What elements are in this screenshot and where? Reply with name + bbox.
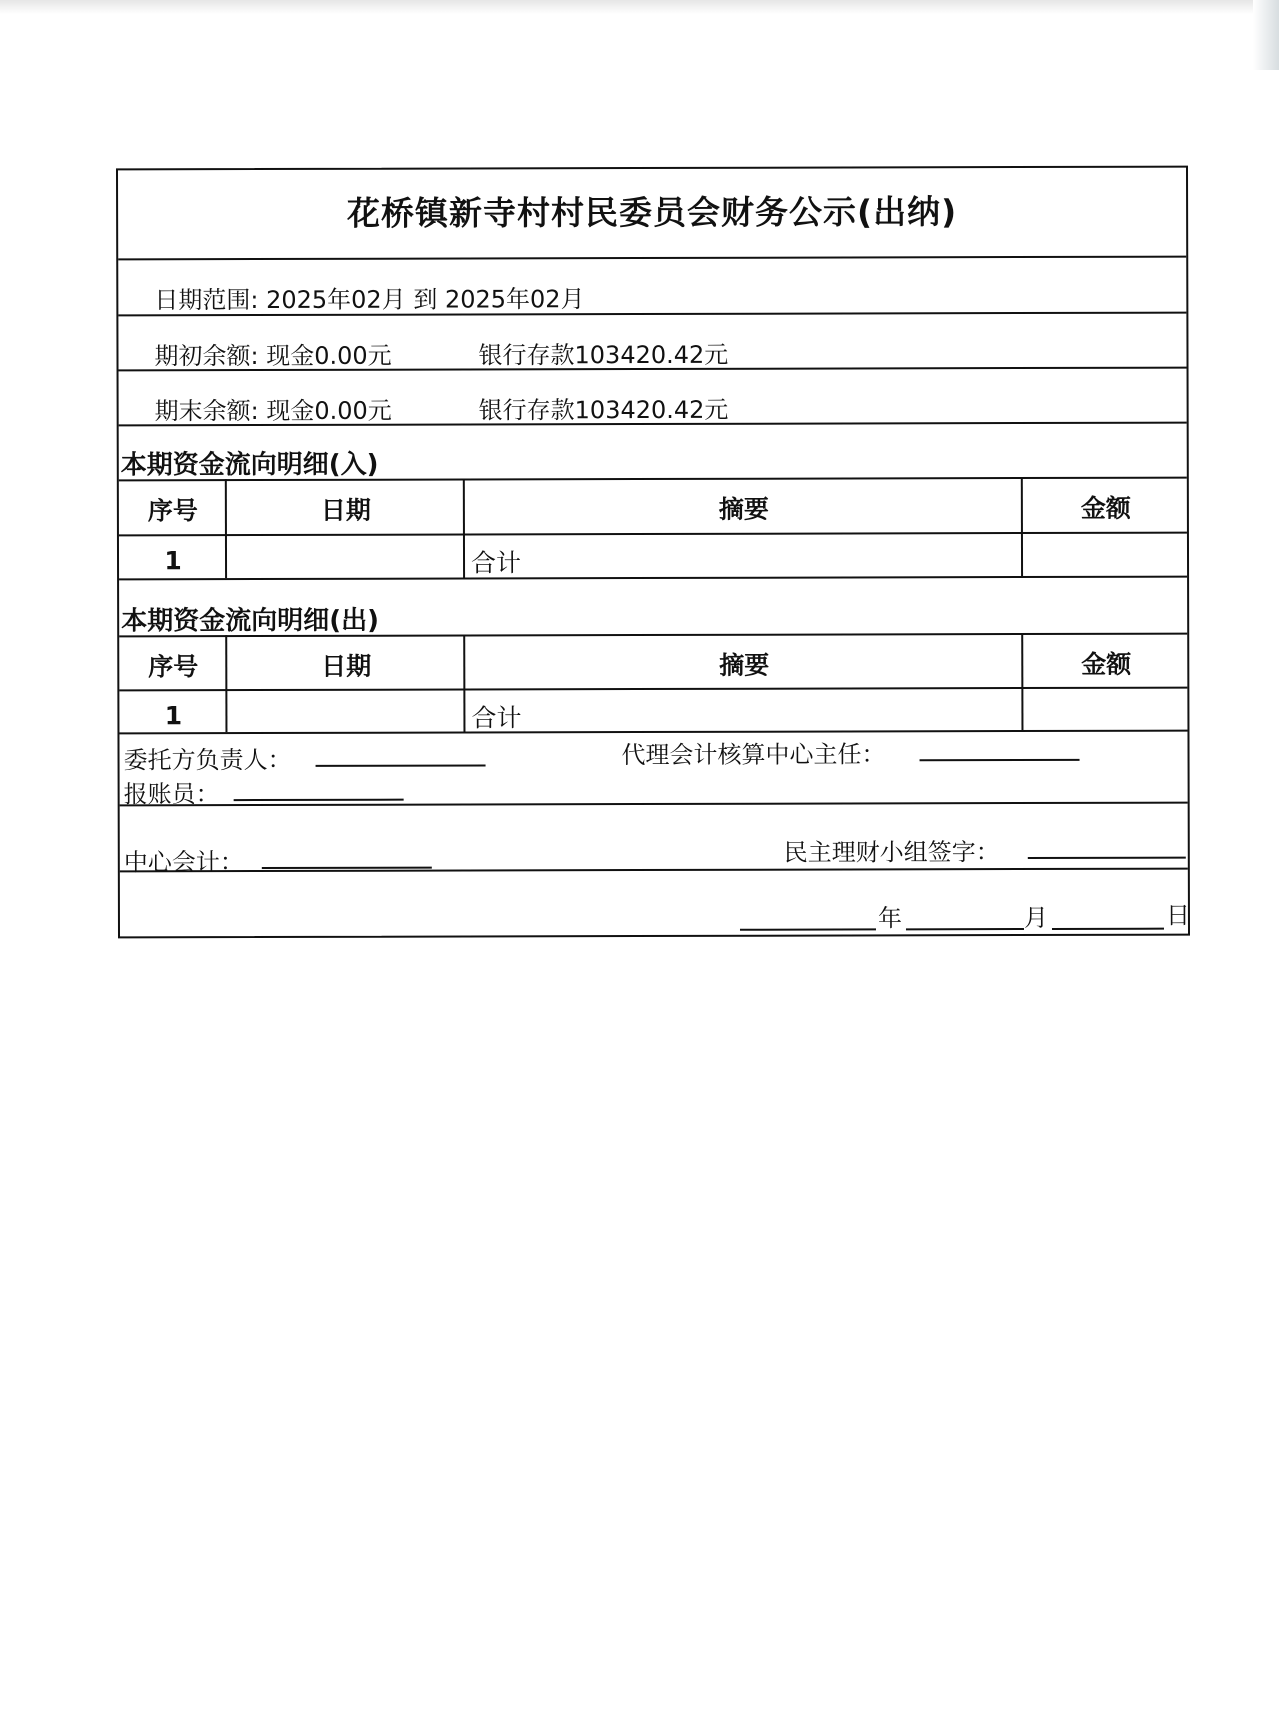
year-line[interactable] xyxy=(740,928,876,930)
day-line[interactable] xyxy=(1052,928,1164,930)
inflow-heading: 本期资金流向明细(入) xyxy=(120,449,379,481)
divider xyxy=(119,730,1187,735)
finance-disclosure-form xyxy=(116,166,1190,939)
outflow-header-summary: 摘要 xyxy=(719,650,770,680)
bookkeeper-signature-line[interactable] xyxy=(234,799,404,801)
finance-group-label: 民主理财小组签字： xyxy=(783,838,1000,867)
outflow-header-no: 序号 xyxy=(148,652,199,682)
date-range: 日期范围: 2025年02月 到 2025年02月 xyxy=(154,285,585,315)
month-line[interactable] xyxy=(906,928,1024,930)
agency-director-label: 代理会计核算中心主任： xyxy=(621,740,886,770)
closing-bank: 银行存款103420.42元 xyxy=(478,395,729,425)
center-accountant-label: 中心会计： xyxy=(123,848,244,877)
client-head-signature-line[interactable] xyxy=(316,764,486,766)
col-divider xyxy=(1021,477,1023,576)
bookkeeper-label: 报账员： xyxy=(123,780,220,809)
page-corner-shadow xyxy=(1253,0,1279,70)
col-divider xyxy=(225,635,227,732)
inflow-header-date: 日期 xyxy=(320,495,371,525)
day-label: 日 xyxy=(1165,901,1190,930)
client-head-label: 委托方负责人： xyxy=(123,745,292,775)
divider xyxy=(120,802,1188,807)
opening-cash: 期初余额: 现金0.00元 xyxy=(154,341,392,371)
opening-bank: 银行存款103420.42元 xyxy=(478,340,729,370)
page-top-shadow xyxy=(0,0,1279,14)
col-divider xyxy=(225,479,227,578)
finance-group-signature-line[interactable] xyxy=(1028,857,1186,859)
closing-cash: 期末余额: 现金0.00元 xyxy=(154,396,392,426)
divider xyxy=(119,576,1187,581)
form-title: 花桥镇新寺村村民委员会财务公示(出纳) xyxy=(346,192,958,233)
year-label: 年 xyxy=(877,904,902,933)
outflow-header-date: 日期 xyxy=(321,651,372,681)
divider xyxy=(119,532,1187,537)
inflow-header-summary: 摘要 xyxy=(718,494,769,524)
outflow-header-amount: 金额 xyxy=(1081,649,1132,679)
inflow-header-no: 序号 xyxy=(147,496,198,526)
divider xyxy=(119,687,1187,692)
agency-director-signature-line[interactable] xyxy=(920,759,1080,761)
outflow-row-no: 1 xyxy=(164,701,183,731)
col-divider xyxy=(1021,633,1023,730)
outflow-heading: 本期资金流向明细(出) xyxy=(121,605,379,637)
inflow-row-summary: 合计 xyxy=(470,548,522,578)
divider xyxy=(118,256,1186,261)
col-divider xyxy=(463,478,465,577)
col-divider xyxy=(463,634,465,731)
inflow-row-no: 1 xyxy=(164,546,182,576)
month-label: 月 xyxy=(1023,903,1048,933)
outflow-row-summary: 合计 xyxy=(471,703,522,733)
inflow-header-amount: 金额 xyxy=(1080,493,1131,523)
